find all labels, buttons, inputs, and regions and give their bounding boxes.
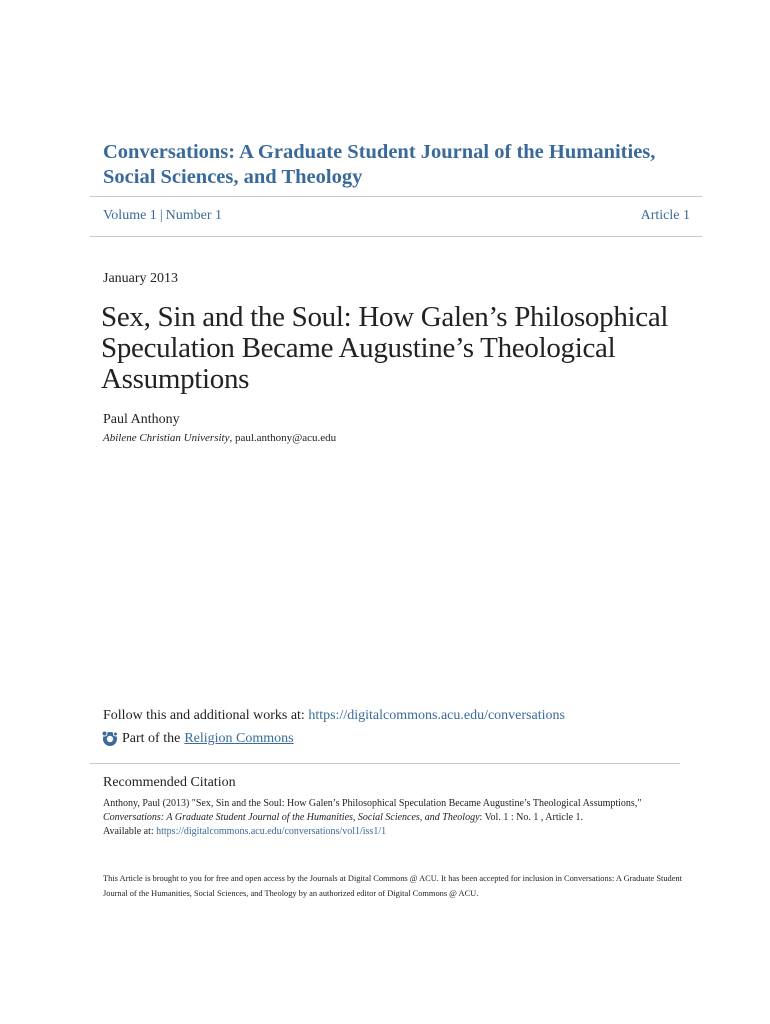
footer-note: This Article is brought to you for free and open access by the Journals at Digital Commons @ ACU. It has been accepted for inclusion in Conversations: A Graduate Student Journal of the Humanities, Social Sciences, and Theology by an authorized editor of Digital Commons @ ACU. [103,874,682,898]
part-of-line [101,730,294,748]
citation-line-3 [103,825,703,839]
volume-divider [90,236,702,237]
citation-divider [90,763,680,764]
volume-number-group [103,208,222,224]
article-title: Sex, Sin and the Soul: How Galen’s Philosophical Speculation Became Augustine’s Theological Assumptions [101,301,669,395]
citation-body [103,797,703,839]
religion-commons-link[interactable]: Religion Commons [184,731,294,746]
network-icon [101,730,119,748]
volume-row [103,208,690,224]
citation-url-link[interactable]: https://digitalcommons.acu.edu/conversations/vol1/iss1/1 [156,826,387,837]
affiliation-name: Abilene Christian University [103,432,230,444]
follow-line [103,708,565,724]
citation-line-2 [103,811,703,825]
separator: | [159,208,163,223]
author-name: Paul Anthony [103,412,180,427]
citation-vol-info: : Vol. 1 : No. 1 , Article 1. [479,812,584,823]
citation-journal: Conversations: A Graduate Student Journal of the Humanities, Social Sciences, and Theology [103,812,480,823]
number-link[interactable]: Number 1 [165,208,223,223]
available-label: Available at: [103,826,157,837]
article-link[interactable]: Article 1 [640,208,690,223]
publication-date: January 2013 [103,271,179,286]
citation-line-1: Anthony, Paul (2013) "Sex, Sin and the Soul: How Galen’s Philosophical Speculation Became Augustine’s Theological Assumptions," [103,798,642,809]
follow-label: Follow this and additional works at: [103,708,309,723]
author-affiliation [103,432,336,444]
top-divider [90,196,702,197]
author-email: , paul.anthony@acu.edu [229,432,337,444]
part-of-label: Part of the [122,731,181,746]
journal-title[interactable]: Conversations: A Graduate Student Journal of the Humanities, Social Sciences, and Theology [103,141,656,188]
collection-url-link[interactable]: https://digitalcommons.acu.edu/conversations [308,708,565,723]
recommended-citation-heading: Recommended Citation [103,775,236,790]
volume-link[interactable]: Volume 1 [103,208,157,223]
